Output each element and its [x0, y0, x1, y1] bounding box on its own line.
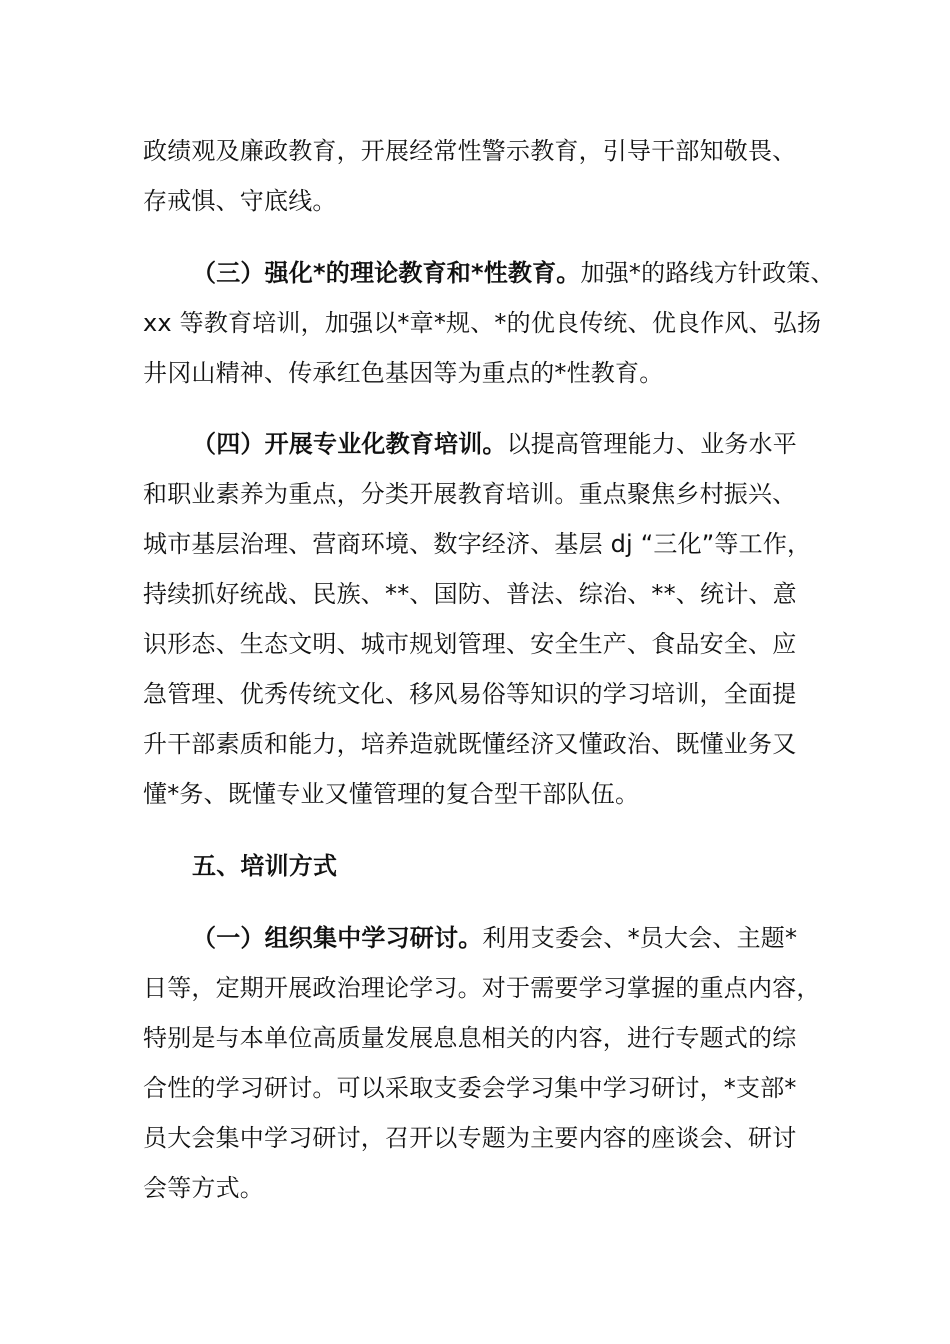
text-line: [143, 729, 796, 759]
text-span: 城市基层治理、营商环境、数字经济、基层 dj “三化”等工作，: [143, 530, 812, 558]
text-line: [143, 358, 663, 388]
text-line: [143, 186, 337, 216]
text-line: [143, 136, 796, 166]
text-span: 政绩观及廉政教育，开展经常性警示教育，引导干部知敬畏、: [143, 137, 797, 165]
text-span: 识形态、生态文明、城市规划管理、安全生产、食品安全、应: [143, 630, 797, 658]
text-span: 持续抓好统战、民族、**、国防、普法、综治、**、统计、意: [143, 580, 797, 608]
text-line: [143, 1023, 796, 1053]
text-line: [143, 973, 821, 1003]
text-line: [143, 1173, 264, 1203]
text-span: 会等方式。: [143, 1174, 264, 1202]
text-span: 存戒惧、守底线。: [143, 187, 337, 215]
section-heading-line: [192, 923, 797, 953]
section-heading: （四）开展专业化教育培训。: [192, 430, 507, 458]
text-span: 特别是与本单位高质量发展息息相关的内容，进行专题式的综: [143, 1024, 797, 1052]
text-line: [143, 779, 639, 809]
section-heading-line: [192, 429, 797, 459]
text-line: [143, 679, 796, 709]
text-line: [143, 629, 796, 659]
section-heading: （三）强化*的理论教育和*性教育。: [192, 259, 581, 287]
chapter-heading-text: 五、培训方式: [192, 852, 338, 880]
section-heading-line: [192, 258, 835, 288]
text-span: 以提高管理能力、业务水平: [506, 430, 798, 458]
text-span: 员大会集中学习研讨，召开以专题为主要内容的座谈会、研讨: [143, 1124, 797, 1152]
text-span: 加强*的路线方针政策、: [580, 259, 835, 287]
text-line: [143, 579, 797, 609]
text-line: [143, 1073, 797, 1103]
section-heading: （一）组织集中学习研讨。: [192, 924, 483, 952]
text-span: xx 等教育培训，加强以*章*规、*的优良传统、优良作风、弘扬: [143, 309, 822, 337]
text-span: 和职业素养为重点，分类开展教育培训。重点聚焦乡村振兴、: [143, 480, 797, 508]
text-span: 井冈山精神、传承红色基因等为重点的*性教育。: [143, 359, 664, 387]
text-span: 懂*务、既懂专业又懂管理的复合型干部队伍。: [143, 780, 640, 808]
text-span: 日等，定期开展政治理论学习。对于需要学习掌握的重点内容，: [143, 974, 821, 1002]
text-span: 合性的学习研讨。可以采取支委会学习集中学习研讨，*支部*: [143, 1074, 797, 1102]
text-line: [143, 308, 821, 338]
text-span: 利用支委会、*员大会、主题*: [482, 924, 798, 952]
text-line: [143, 479, 796, 509]
chapter-heading: [192, 851, 337, 881]
text-line: [143, 1123, 796, 1153]
text-span: 急管理、优秀传统文化、移风易俗等知识的学习培训，全面提: [143, 680, 797, 708]
text-span: 升干部素质和能力，培养造就既懂经济又懂政治、既懂业务又: [143, 730, 797, 758]
text-line: [143, 529, 811, 559]
